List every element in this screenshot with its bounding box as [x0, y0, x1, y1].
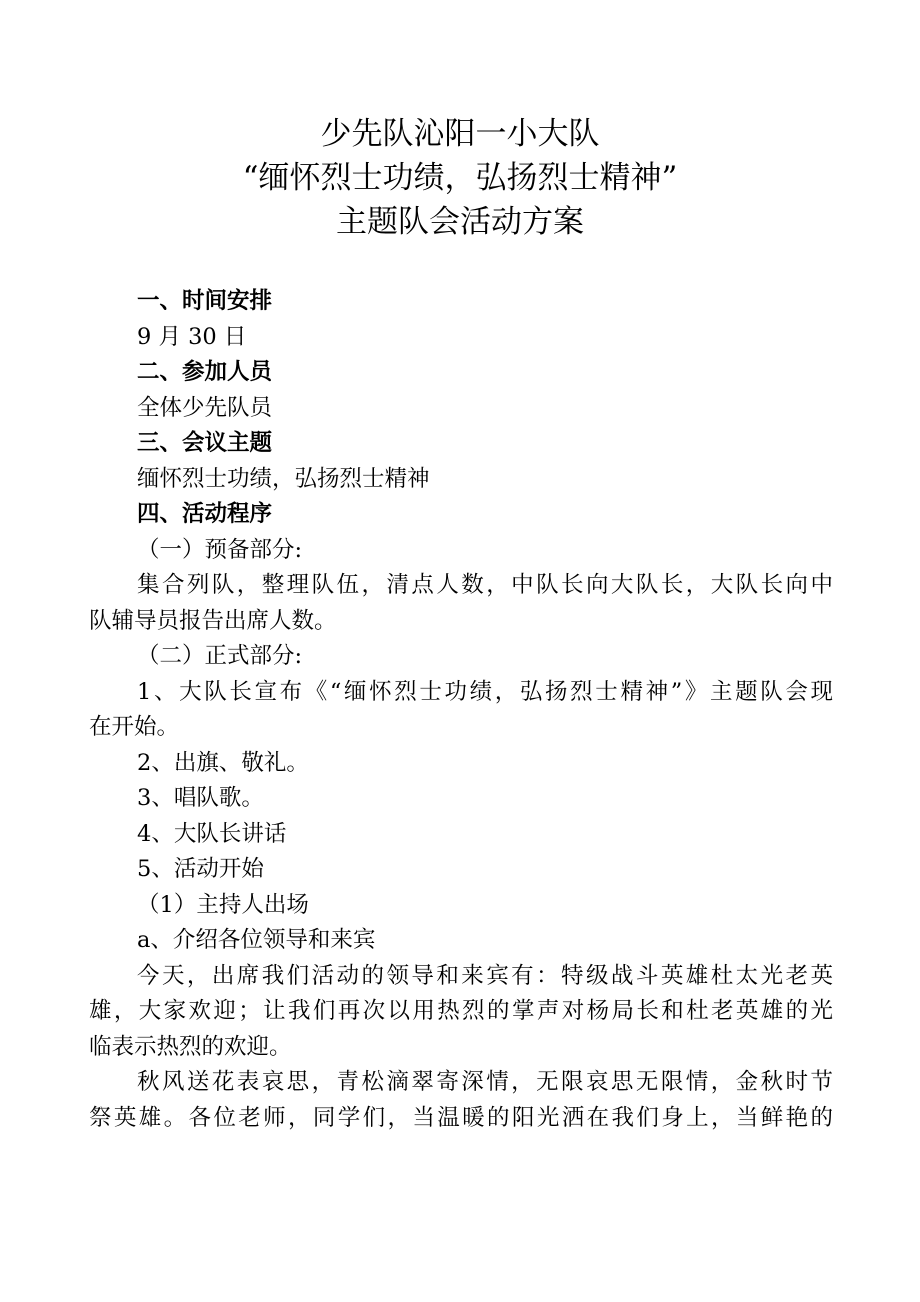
- section-heading-theme: 三、会议主题: [137, 430, 273, 456]
- program-step-2: 2、出旗、敬礼。: [137, 749, 309, 776]
- section-heading-participants: 二、参加人员: [137, 359, 273, 385]
- program-prep-label: （一）预备部分:: [137, 536, 303, 563]
- section-text-theme: 缅怀烈士功绩，弘扬烈士精神: [137, 465, 430, 492]
- title-line-3: 主题队会活动方案: [336, 204, 584, 240]
- document-body: [89, 284, 833, 1136]
- program-intro-paragraph-1-line-1: 今天，出席我们活动的领导和来宾有：特级战斗英雄杜太光老英: [137, 962, 833, 989]
- program-prep-text-line-2: 队辅导员报告出席人数。: [89, 607, 337, 634]
- program-step-1-line-2: 在开始。: [89, 714, 180, 740]
- program-intro-paragraph-1-line-3: 临表示热烈的欢迎。: [89, 1033, 292, 1060]
- section-text-participants: 全体少先队员: [137, 394, 273, 421]
- program-step-5: 5、活动开始: [137, 856, 264, 882]
- program-prep-text-line-1: 集合列队，整理队伍，清点人数，中队长向大队长，大队长向中: [137, 572, 833, 598]
- title-line-2: “缅怀烈士功绩，弘扬烈士精神”: [242, 160, 678, 196]
- document-title: [0, 112, 920, 244]
- section-heading-program: 四、活动程序: [137, 501, 273, 527]
- program-intro-paragraph-1-line-2: 雄，大家欢迎；让我们再次以用热烈的掌声对杨局长和杜老英雄的光: [89, 998, 833, 1024]
- section-text-time: 9 月 30 日: [137, 323, 247, 350]
- section-heading-time: 一、时间安排: [137, 288, 273, 314]
- title-line-1: 少先队沁阳一小大队: [320, 116, 600, 152]
- program-step-3: 3、唱队歌。: [137, 785, 264, 811]
- program-formal-label: （二）正式部分:: [137, 643, 303, 669]
- program-intro-paragraph-2-line-1: 秋风送花表哀思，青松滴翠寄深情，无限哀思无限情，金秋时节: [137, 1069, 833, 1095]
- program-step-4: 4、大队长讲话: [137, 820, 287, 847]
- program-host-entrance: （1）主持人出场: [137, 891, 309, 918]
- program-intro-heading: a、介绍各位领导和来宾: [137, 927, 376, 953]
- program-step-1-line-1: 1、大队长宣布《“缅怀烈士功绩，弘扬烈士精神”》主题队会现: [137, 678, 833, 705]
- program-intro-paragraph-2-line-2: 祭英雄。各位老师，同学们，当温暖的阳光洒在我们身上，当鲜艳的: [89, 1104, 833, 1131]
